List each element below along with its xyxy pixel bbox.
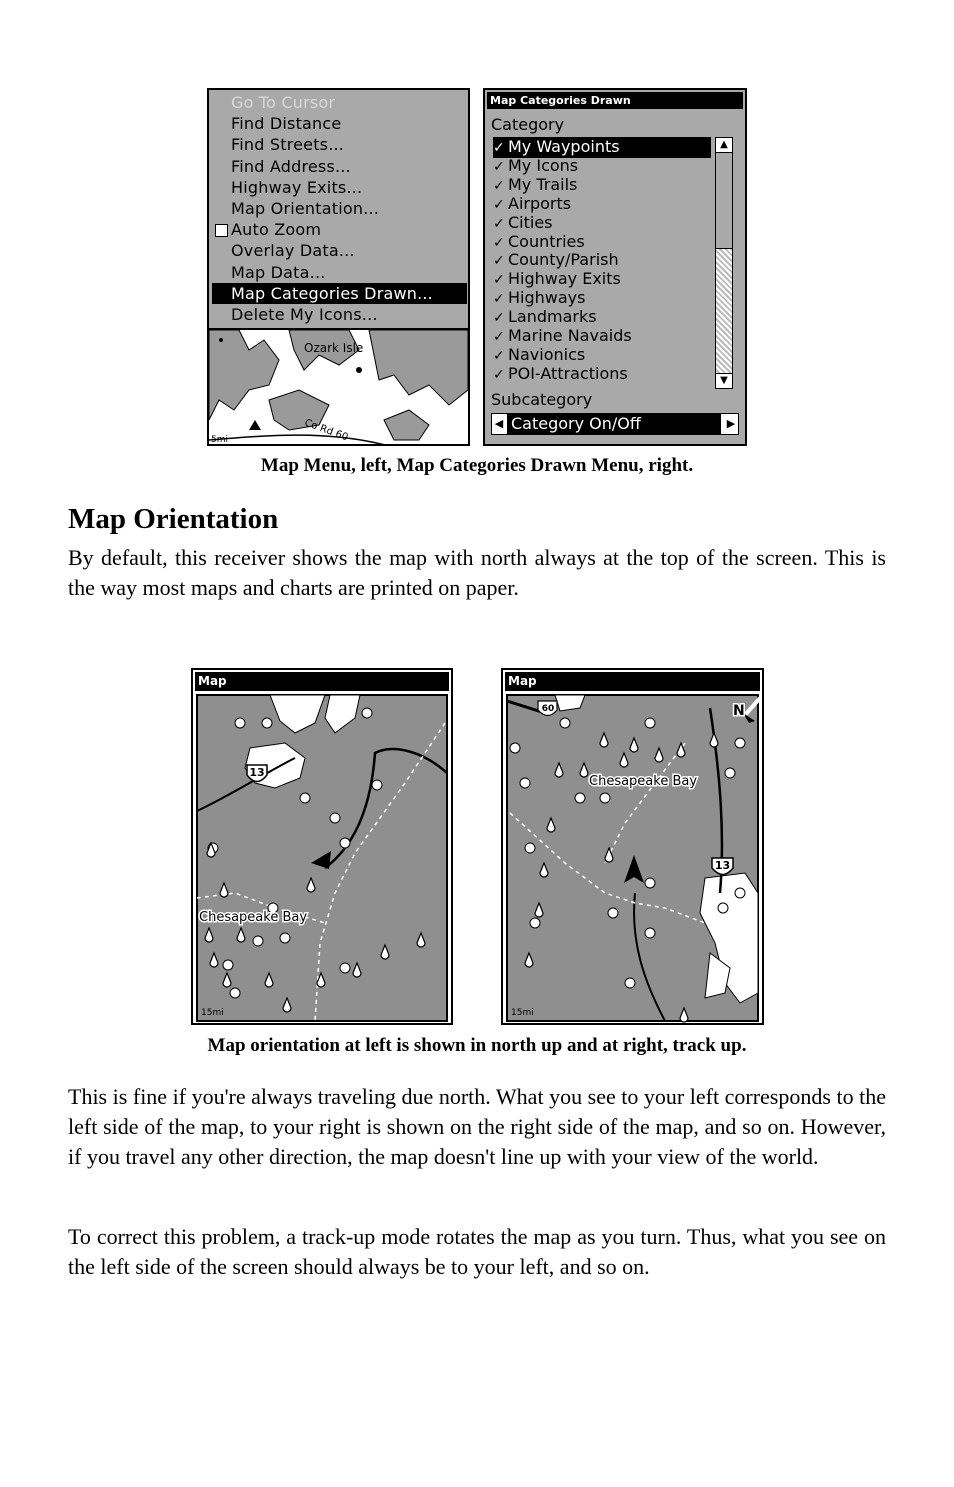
category-item[interactable] (493, 213, 711, 234)
subcategory-label: Subcategory (491, 390, 593, 409)
map-place-label: Ozark Isle (304, 341, 364, 355)
scroll-up-icon[interactable]: ▲ (716, 138, 732, 153)
category-item[interactable] (493, 156, 711, 177)
scroll-down-icon[interactable]: ▼ (716, 373, 732, 388)
menu-item[interactable]: Find Distance (231, 114, 342, 134)
highway-shield-label: 13 (249, 766, 265, 779)
bay-label: Chesapeake Bay (589, 774, 698, 789)
category-label: Cities (508, 212, 553, 232)
map-track-up (501, 668, 764, 1025)
map-menu-screen (207, 88, 470, 446)
checkmark-icon: ✓ (493, 291, 505, 308)
category-item[interactable] (493, 250, 711, 271)
menu-item[interactable]: Map Categories Drawn... (212, 283, 467, 304)
highway-shield-label: 13 (714, 859, 731, 872)
category-item[interactable] (493, 137, 711, 158)
category-item[interactable] (493, 364, 711, 385)
menu-item[interactable]: Find Streets... (231, 135, 345, 155)
category-label: Navionics (508, 344, 586, 364)
map-title: Map (195, 672, 449, 691)
category-label: Highway Exits (508, 269, 621, 289)
category-label: Airports (508, 193, 572, 213)
category-item[interactable] (493, 288, 711, 309)
category-item[interactable] (493, 232, 711, 253)
category-item[interactable] (493, 194, 711, 215)
map-road-label: Co Rd 60 (302, 417, 350, 444)
checkmark-icon: ✓ (493, 140, 505, 156)
category-item[interactable] (493, 326, 711, 347)
map-scale-label: 15mi (201, 1008, 224, 1018)
highway-shield-60-label: 60 (541, 704, 555, 714)
section-heading: Map Orientation (68, 503, 279, 535)
subcategory-value: Category On/Off (507, 414, 721, 434)
menu-item[interactable]: Map Orientation... (231, 199, 380, 218)
category-label: My Trails (508, 174, 578, 194)
subcategory-selector[interactable] (491, 413, 739, 435)
category-label: My Icons (508, 155, 579, 175)
checkmark-icon: ✓ (493, 329, 505, 345)
map-scale-label: 5mi (211, 435, 228, 445)
map-title: Map (505, 672, 760, 691)
checkmark-icon: ✓ (493, 234, 505, 251)
category-label: Landmarks (508, 307, 597, 327)
scroll-thumb[interactable] (716, 153, 732, 249)
checkmark-icon: ✓ (493, 366, 505, 383)
checkmark-icon: ✓ (493, 310, 505, 327)
categories-title: Map Categories Drawn (487, 92, 743, 109)
checkmark-icon: ✓ (493, 253, 505, 270)
category-item[interactable] (493, 175, 711, 196)
categories-screen (483, 88, 747, 446)
chevron-left-icon[interactable]: ◀ (494, 417, 504, 430)
category-scrollbar[interactable] (715, 137, 733, 389)
menu-item[interactable]: Overlay Data... (231, 241, 355, 261)
north-label: N (733, 703, 745, 719)
category-label: County/Parish (508, 250, 619, 270)
map-track-up-graphic (505, 693, 764, 1023)
category-item[interactable] (493, 269, 711, 290)
paragraph-intro: By default, this receiver shows the map with north always at the top of the screen. This is the way most maps and charts are printed on paper. (68, 545, 886, 600)
category-label: Marine Navaids (508, 326, 632, 345)
category-item[interactable] (493, 345, 711, 366)
caption-maps: Map orientation at left is shown in north up and at right, track up. (207, 1035, 747, 1056)
checkmark-icon: ✓ (493, 272, 505, 289)
category-label: POI-Attractions (508, 363, 628, 383)
category-item[interactable] (493, 307, 711, 328)
map-scale-label: 15mi (511, 1008, 534, 1018)
category-label: Category (491, 115, 565, 134)
checkmark-icon: ✓ (493, 158, 505, 175)
menu-item[interactable]: Map Data... (231, 262, 326, 282)
paragraph-track-up: To correct this problem, a track-up mode rotates the map as you turn. Thus, what you see on the left side of the screen should always be to your left, and so on. (68, 1224, 886, 1279)
map-preview-graphic (209, 330, 468, 446)
menu-item[interactable]: Delete My Icons... (231, 305, 378, 324)
map-menu-preview (209, 328, 468, 446)
map-north-up-graphic (195, 693, 453, 1023)
menu-item[interactable]: Find Address... (231, 156, 351, 176)
menu-item[interactable]: Highway Exits... (231, 177, 363, 197)
checkmark-icon: ✓ (493, 347, 505, 364)
menu-item: Go To Cursor (231, 93, 336, 112)
bay-label: Chesapeake Bay (199, 910, 308, 925)
chevron-right-icon[interactable]: ▶ (726, 417, 736, 430)
category-label: Highways (508, 288, 586, 308)
category-label: Countries (508, 231, 585, 251)
checkmark-icon: ✓ (493, 177, 505, 194)
checkmark-icon: ✓ (493, 196, 505, 213)
menu-item[interactable]: Auto Zoom (231, 220, 322, 240)
auto-zoom-checkbox[interactable] (215, 224, 228, 237)
checkmark-icon: ✓ (493, 215, 505, 232)
category-label: My Waypoints (508, 137, 620, 156)
caption-menus: Map Menu, left, Map Categories Drawn Menu, right. (260, 455, 694, 476)
map-north-up (191, 668, 453, 1025)
paragraph-north-up: This is fine if you're always traveling due north. What you see to your left corresponds to the left side of the map, to your right is shown on the right side of the map, and so on. However, if you travel any other direction, the map doesn't line up with your view of the world. (68, 1084, 886, 1169)
